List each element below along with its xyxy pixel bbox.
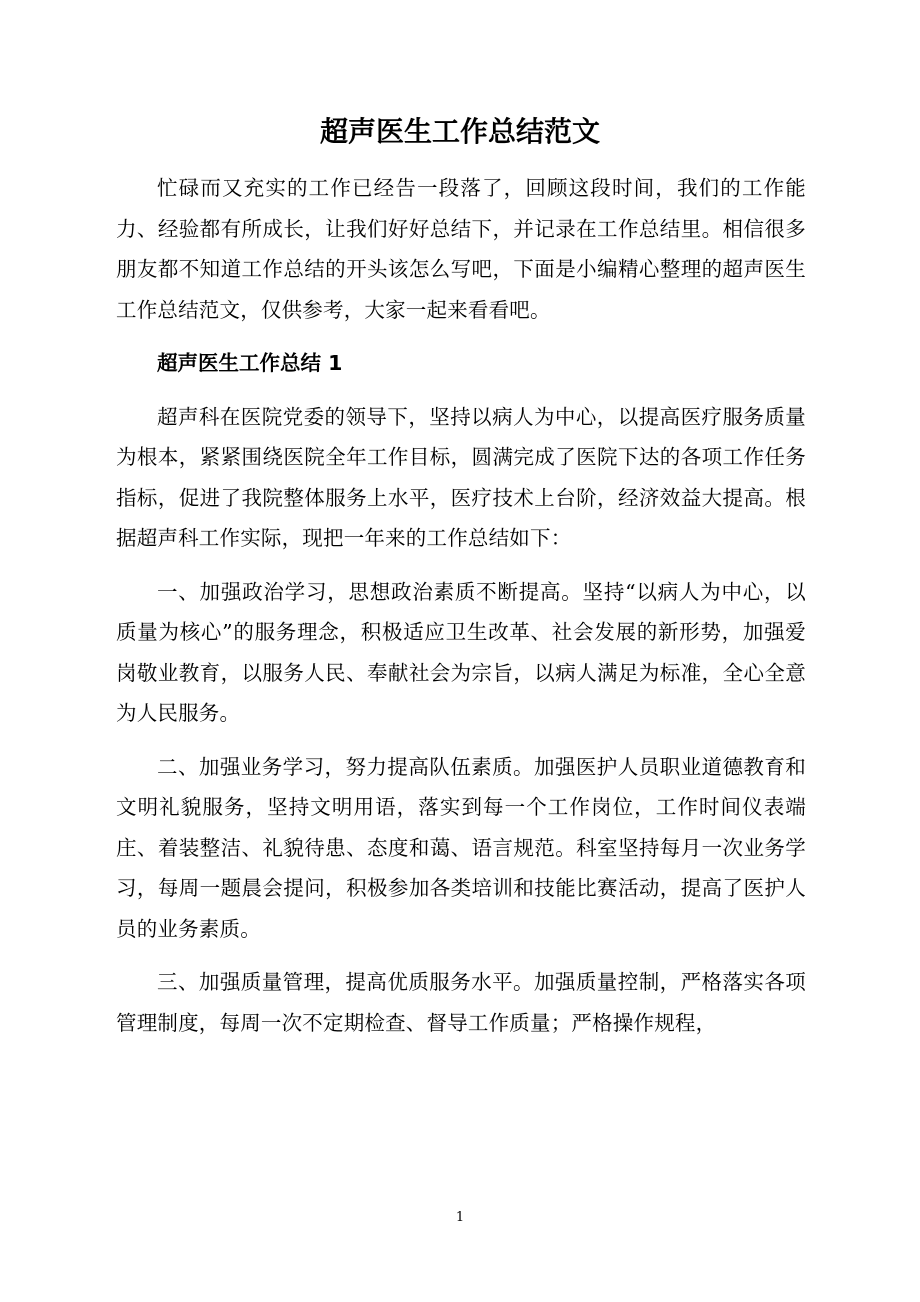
section-heading: 超声医生工作总结 1	[157, 351, 343, 375]
body-paragraph-4: 三、加强质量管理，提高优质服务水平。加强质量控制，严格落实各项管理制度，每周一次不定期检查、督导工作质量；严格操作规程，	[116, 970, 806, 1035]
body-paragraph-2: 一、加强政治学习，思想政治素质不断提高。坚持“以病人为中心，以质量为核心”的服务理念，积极适应卫生改革、社会发展的新形势，加强爱岗敬业教育，以服务人民、奉献社会为宗旨，以病人满足为标准，全心全意为人民服务。	[116, 579, 806, 725]
body-paragraph-3: 二、加强业务学习，努力提高队伍素质。加强医护人员职业道德教育和文明礼貌服务，坚持文明用语，落实到每一个工作岗位，工作时间仪表端庄、着装整洁、礼貌待患、态度和蔼、语言规范。科室坚持每月一次业务学习，每周一题晨会提问，积极参加各类培训和技能比赛活动，提高了医护人员的业务素质。	[116, 754, 806, 941]
body-paragraph-1: 超声科在医院党委的领导下，坚持以病人为中心，以提高医疗服务质量为根本，紧紧围绕医院全年工作目标，圆满完成了医院下达的各项工作任务指标，促进了我院整体服务上水平，医疗技术上台阶，经济效益大提高。根据超声科工作实际，现把一年来的工作总结如下：	[116, 404, 806, 550]
page-number: 1	[455, 1210, 465, 1225]
intro-paragraph: 忙碌而又充实的工作已经告一段落了，回顾这段时间，我们的工作能力、经验都有所成长，让我们好好总结下，并记录在工作总结里。相信很多朋友都不知道工作总结的开头该怎么写吧，下面是小编精心整理的超声医生工作总结范文，仅供参考，大家一起来看看吧。	[116, 176, 806, 322]
document-body	[116, 168, 806, 1043]
document-title: 超声医生工作总结范文	[319, 115, 600, 148]
